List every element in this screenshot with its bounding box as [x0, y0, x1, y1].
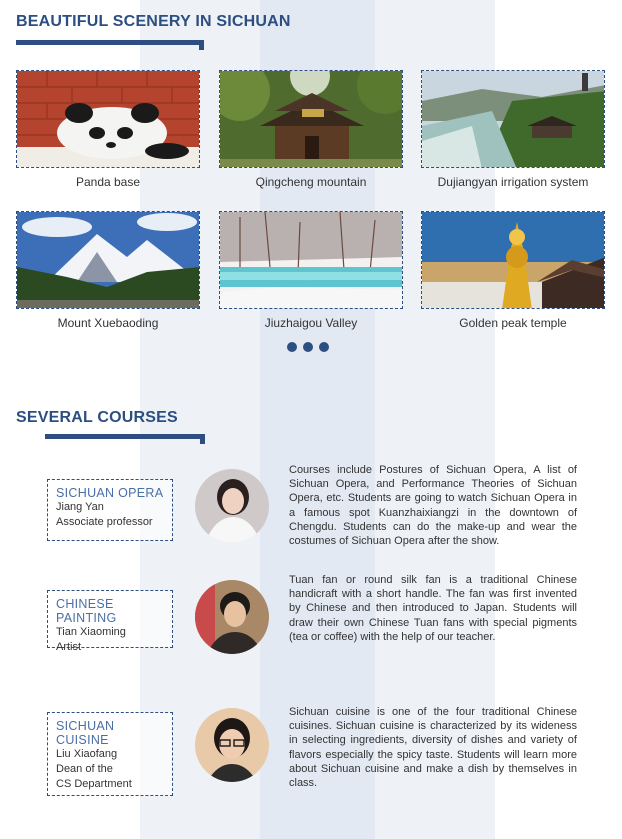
- teacher-name: Liu Xiaofang: [56, 748, 118, 760]
- qingcheng-mountain-photo: [219, 70, 403, 168]
- gallery-item-panda-base[interactable]: [16, 70, 200, 189]
- course-title: SICHUAN OPERA: [56, 486, 164, 500]
- teacher-avatar: [195, 469, 269, 543]
- gallery-caption: Jiuzhaigou Valley: [264, 316, 358, 330]
- gallery-item-golden-peak-temple[interactable]: [421, 211, 605, 330]
- course-description: Tuan fan or round silk fan is a traditional Chinese handicraft with a short handle. The fan was first invented by Chinese and then introduced to Japan. Students will draw their own Chinese Tuan fans with special pigments (tea or coffee) with the help of our teacher.: [289, 574, 577, 643]
- golden-peak-temple-photo: [421, 211, 605, 309]
- title-underline: [45, 434, 205, 439]
- title-underline: [16, 40, 204, 45]
- course-title: SICHUAN CUISINE: [56, 719, 115, 747]
- course-card-sichuan-opera[interactable]: [47, 479, 173, 541]
- teacher-name: Tian Xiaoming: [56, 626, 126, 638]
- course-description: Courses include Postures of Sichuan Opera, A list of Sichuan Opera, and Performance Theories of Sichuan Opera, etc. Students are going to watch Sichuan Opera in a famous spot Kuanzhaixiangzi in the downtown of Chengdu. Students can do the make-up and wear the costumes of Sichuan Opera after the show.: [289, 464, 577, 548]
- course-title: CHINESE PAINTING: [56, 597, 117, 625]
- teacher-role: Artist: [56, 641, 82, 653]
- title-underline-tick: [199, 40, 204, 50]
- teacher-name: Jiang Yan: [56, 501, 104, 513]
- gallery-item-mount-xuebaoding[interactable]: [16, 211, 200, 330]
- teacher-role: CS Department: [56, 778, 132, 790]
- gallery-item-dujiangyan[interactable]: [421, 70, 605, 189]
- gallery-caption: Golden peak temple: [459, 316, 567, 330]
- courses-section-title: SEVERAL COURSES: [16, 409, 178, 426]
- teacher-avatar: [195, 708, 269, 782]
- gallery-caption: Dujiangyan irrigation system: [437, 175, 589, 189]
- gallery-item-qingcheng-mountain[interactable]: [219, 70, 403, 189]
- panda-base-photo: [16, 70, 200, 168]
- gallery-caption: Mount Xuebaoding: [57, 316, 159, 330]
- pagination-dot[interactable]: [287, 342, 297, 352]
- gallery-caption: Panda base: [75, 175, 141, 189]
- pagination-dot[interactable]: [303, 342, 313, 352]
- teacher-avatar: [195, 580, 269, 654]
- jiuzhaigou-valley-photo: [219, 211, 403, 309]
- mount-xuebaoding-photo: [16, 211, 200, 309]
- pagination-dot[interactable]: [319, 342, 329, 352]
- gallery-item-jiuzhaigou-valley[interactable]: [219, 211, 403, 330]
- scenery-section-title: BEAUTIFUL SCENERY IN SICHUAN: [16, 13, 291, 30]
- course-card-sichuan-cuisine[interactable]: [47, 712, 173, 796]
- teacher-role: Dean of the: [56, 763, 113, 775]
- course-card-chinese-painting[interactable]: [47, 590, 173, 653]
- title-underline-tick: [200, 434, 205, 444]
- carousel-pagination: [287, 342, 329, 352]
- teacher-role: Associate professor: [56, 516, 153, 528]
- course-description: Sichuan cuisine is one of the four traditional Chinese cuisines. Sichuan cuisine is characterized by its wideness in selecting ingredients, diversity of dishes and variety of flavors especially the spicy taste. Students will learn more about Sichuan cuisine and make a dish by themselves in class.: [289, 706, 577, 790]
- gallery-caption: Qingcheng mountain: [255, 175, 367, 189]
- dujiangyan-photo: [421, 70, 605, 168]
